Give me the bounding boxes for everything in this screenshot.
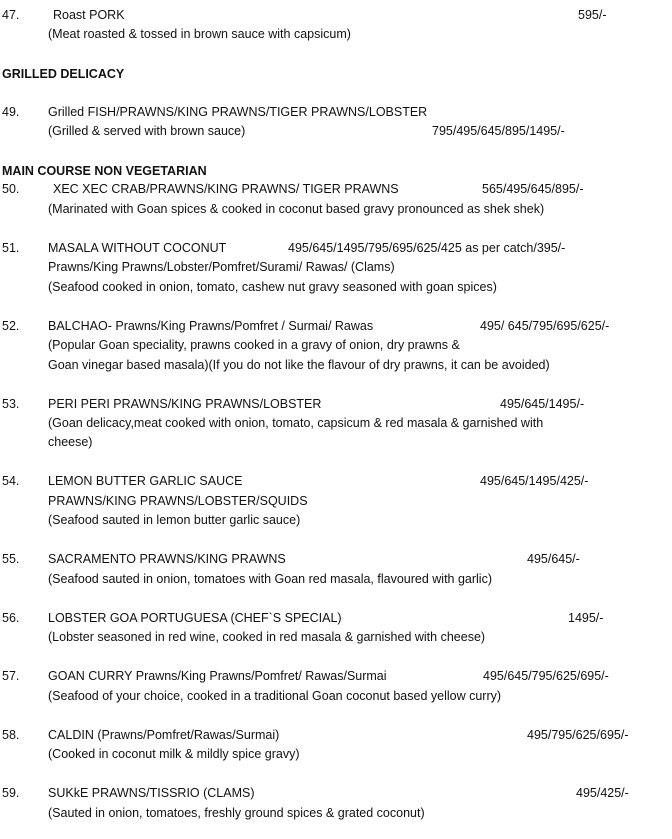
item-number: 50.	[2, 182, 20, 196]
item-name: Roast PORK	[53, 8, 125, 22]
item-name: CALDIN (Prawns/Pomfret/Rawas/Surmai)	[48, 728, 280, 742]
item-description: (Lobster seasoned in red wine, cooked in red masala & garnished with cheese)	[48, 630, 486, 644]
item-number: 58.	[2, 728, 20, 742]
item-name: XEC XEC CRAB/PRAWNS/KING PRAWNS/ TIGER PRAWNS	[53, 182, 399, 196]
item-price: 1495/-	[568, 611, 604, 625]
item-number: 51.	[2, 241, 20, 255]
item-description: Goan vinegar based masala)(If you do not like the flavour of dry prawns, it can be avoided)	[48, 358, 550, 372]
item-number: 53.	[2, 397, 20, 411]
item-number: 52.	[2, 319, 20, 333]
item-price: 795/495/645/895/1495/-	[432, 124, 565, 138]
item-description: (Seafood sauted in onion, tomatoes with Goan red masala, flavoured with garlic)	[48, 572, 492, 586]
item-name: LEMON BUTTER GARLIC SAUCE	[48, 474, 243, 488]
item-price: 495/795/625/695/-	[527, 728, 629, 742]
item-name: MASALA WITHOUT COCONUT	[48, 241, 227, 255]
item-price: 495/645/-	[527, 552, 580, 566]
item-name: GOAN CURRY Prawns/King Prawns/Pomfret/ Rawas/Surmai	[48, 669, 387, 683]
item-name: PERI PERI PRAWNS/KING PRAWNS/LOBSTER	[48, 397, 322, 411]
item-description: (Sauted in onion, tomatoes, freshly ground spices & grated coconut)	[48, 806, 425, 820]
item-description: (Seafood of your choice, cooked in a traditional Goan coconut based yellow curry)	[48, 689, 502, 703]
item-description: (Popular Goan speciality, prawns cooked in a gravy of onion, dry prawns &	[48, 338, 460, 352]
item-name: SUKkE PRAWNS/TISSRIO (CLAMS)	[48, 786, 255, 800]
item-name: LOBSTER GOA PORTUGUESA (CHEF`S SPECIAL)	[48, 611, 342, 625]
item-description: (Marinated with Goan spices & cooked in coconut based gravy pronounced as shek shek)	[48, 202, 545, 216]
section-heading: GRILLED DELICACY	[2, 67, 125, 81]
item-price: 595/-	[578, 8, 607, 22]
item-description: (Meat roasted & tossed in brown sauce with capsicum)	[48, 27, 351, 41]
item-number: 56.	[2, 611, 20, 625]
item-price: 495/645/1495/425/-	[480, 474, 589, 488]
item-price: 495/ 645/795/695/625/-	[480, 319, 610, 333]
item-price: 565/495/645/895/-	[482, 182, 584, 196]
item-price: 495/425/-	[576, 786, 629, 800]
item-price: 495/645/795/625/695/-	[483, 669, 609, 683]
item-description: cheese)	[48, 435, 93, 449]
item-description: PRAWNS/KING PRAWNS/LOBSTER/SQUIDS	[48, 494, 308, 508]
item-number: 49.	[2, 105, 20, 119]
item-price: 495/645/1495/795/695/625/425 as per catch/395/-	[288, 241, 566, 255]
item-number: 59.	[2, 786, 20, 800]
item-number: 55.	[2, 552, 20, 566]
item-description: (Grilled & served with brown sauce)	[48, 124, 246, 138]
item-number: 54.	[2, 474, 20, 488]
item-price: 495/645/1495/-	[500, 397, 585, 411]
section-heading: MAIN COURSE NON VEGETARIAN	[2, 164, 207, 178]
item-number: 47.	[2, 8, 20, 22]
item-description: (Seafood sauted in lemon butter garlic sauce)	[48, 513, 301, 527]
item-description: (Seafood cooked in onion, tomato, cashew nut gravy seasoned with goan spices)	[48, 280, 497, 294]
item-number: 57.	[2, 669, 20, 683]
item-description: (Goan delicacy,meat cooked with onion, tomato, capsicum & red masala & garnished with	[48, 416, 544, 430]
item-name: SACRAMENTO PRAWNS/KING PRAWNS	[48, 552, 286, 566]
item-description: (Cooked in coconut milk & mildly spice gravy)	[48, 747, 300, 761]
item-description: Prawns/King Prawns/Lobster/Pomfret/Surami/ Rawas/ (Clams)	[48, 260, 395, 274]
item-name: BALCHAO- Prawns/King Prawns/Pomfret / Surmai/ Rawas	[48, 319, 374, 333]
item-name: Grilled FISH/PRAWNS/KING PRAWNS/TIGER PRAWNS/LOBSTER	[48, 105, 428, 119]
